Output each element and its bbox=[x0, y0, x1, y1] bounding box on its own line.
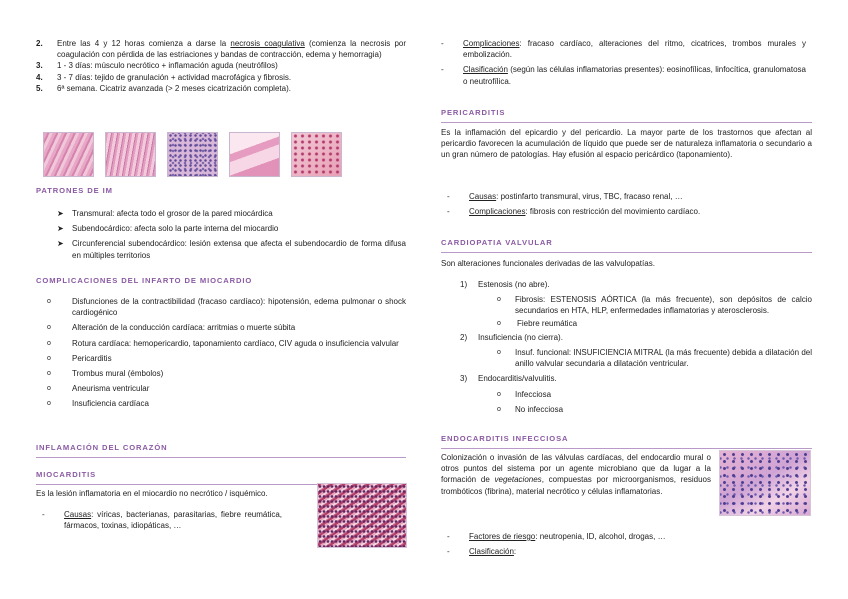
miocarditis-list bbox=[36, 509, 282, 531]
valvular-subitem bbox=[441, 389, 812, 400]
list-item-text: Endocarditis/valvulitis. bbox=[478, 374, 557, 384]
dash-bullet-icon: - bbox=[447, 532, 450, 541]
item-number: 1) bbox=[460, 280, 468, 289]
list-item-text: : bbox=[513, 547, 517, 557]
circle-bullet-icon: o bbox=[47, 354, 51, 362]
valvular-subitem bbox=[441, 347, 812, 369]
item-number: 3. bbox=[36, 61, 43, 71]
histology-image bbox=[43, 132, 94, 177]
list-item bbox=[36, 322, 406, 333]
list-item-text: Insuficiencia (no cierra). bbox=[478, 332, 563, 342]
underlined-term: Complicaciones bbox=[463, 39, 520, 48]
dash-bullet-icon: - bbox=[447, 192, 450, 201]
endocarditis-list bbox=[441, 531, 812, 557]
miocarditis-continued-list bbox=[435, 38, 806, 87]
list-item bbox=[36, 398, 406, 409]
item-number: 4. bbox=[36, 72, 43, 82]
item-text: 3 - 7 días: tejido de granulación + actividad macrofágica y fibrosis. bbox=[57, 72, 292, 82]
list-item-text: Trombus mural (émbolos) bbox=[72, 369, 164, 379]
list-item-text: Pericarditis bbox=[72, 353, 112, 363]
paragraph-text: , compuestas por microorganismos, residuos trombóticos (fibrina), material necrótico y células inflamatorias. bbox=[441, 475, 711, 496]
item-text: 1 - 3 días: músculo necrótico + inflamación aguda (neutrófilos) bbox=[57, 61, 278, 71]
item-number: 5. bbox=[36, 83, 43, 93]
valvular-list bbox=[441, 279, 812, 415]
circle-bullet-icon: o bbox=[47, 400, 51, 408]
circle-bullet-icon: o bbox=[47, 370, 51, 378]
arrowhead-icon: ➤ bbox=[57, 239, 64, 249]
section-heading-inflamacion: INFLAMACIÓN DEL CORAZÓN bbox=[36, 442, 406, 458]
underlined-term: Factores de riesgo bbox=[469, 532, 536, 541]
valvular-item bbox=[441, 373, 812, 384]
dash-bullet-icon: - bbox=[447, 207, 450, 217]
list-item-text: : víricas, bacterianas, parasitarias, fiebre reumática, fármacos, toxinas, idiopáticas, … bbox=[64, 510, 282, 531]
histology-strip bbox=[43, 132, 413, 180]
list-item-text: No infecciosa bbox=[515, 404, 564, 414]
list-item-text: Aneurisma ventricular bbox=[72, 384, 150, 394]
item-number: 3) bbox=[460, 374, 468, 384]
timeline-item bbox=[36, 38, 406, 60]
list-item bbox=[36, 338, 406, 349]
section-heading-valvular: CARDIOPATIA VALVULAR bbox=[441, 237, 812, 253]
list-item bbox=[36, 296, 406, 318]
underlined-term: Complicaciones bbox=[469, 207, 526, 217]
section-heading-endocarditis: ENDOCARDITIS INFECCIOSA bbox=[441, 433, 812, 449]
circle-bullet-icon: o bbox=[497, 390, 501, 398]
valvular-subitem bbox=[441, 404, 812, 415]
list-item-text: Disfunciones de la contractibilidad (fracaso cardíaco): hipotensión, edema pulmonar o shock cardiogénico bbox=[72, 297, 406, 318]
list-item-text: Transmural: afecta todo el grosor de la pared miocárdica bbox=[72, 209, 273, 218]
list-item-text: Alteración de la conducción cardíaca: arritmias o muerte súbita bbox=[72, 323, 296, 333]
item-number: 2) bbox=[460, 332, 468, 342]
list-item bbox=[441, 531, 812, 542]
item-text: (comienza la necrosis por coagulación con pérdida de las estriaciones y bandas de contracción, edema y hemorragia) bbox=[57, 39, 407, 60]
valvular-item bbox=[441, 279, 812, 290]
list-item-text: Infecciosa bbox=[515, 389, 552, 399]
list-item-text: Subendocárdico: afecta solo la parte interna del miocardio bbox=[72, 224, 279, 234]
underlined-term: Causas bbox=[469, 192, 497, 201]
list-item-text: Insuf. funcional: INSUFICIENCIA MITRAL (la más frecuente) debida a dilatación del anillo valvular secundaria a dilatación ventricular. bbox=[515, 348, 812, 369]
underlined-term: Causas bbox=[64, 510, 92, 519]
list-item-text: Rotura cardíaca: hemopericardio, taponamiento cardíaco, CIV aguda o insuficiencia valvular bbox=[72, 338, 399, 348]
timeline-list bbox=[36, 38, 406, 94]
section-heading-patrones: PATRONES DE IM bbox=[36, 186, 113, 195]
pericarditis-list bbox=[441, 191, 812, 217]
list-item-text: Circunferencial subendocárdico: lesión extensa que afecta el subendocardio de forma difusa en múltiples territorios bbox=[72, 239, 406, 260]
circle-bullet-icon: o bbox=[497, 319, 501, 327]
paragraph-text: Colonización o invasión de las válvulas cardíacas, del endocardio mural o otros puntos del sistema por un agente microbiano que da lugar a la formación de bbox=[441, 453, 711, 485]
item-text: 6ª semana. Cicatriz avanzada (> 2 meses cicatrización completa). bbox=[57, 83, 291, 93]
list-item bbox=[36, 223, 406, 234]
section-heading-miocarditis: MIOCARDITIS bbox=[36, 469, 406, 485]
valvular-text: Son alteraciones funcionales derivadas de las valvulopatías. bbox=[441, 259, 655, 268]
histology-image bbox=[167, 132, 218, 177]
list-item bbox=[36, 353, 406, 364]
timeline-item bbox=[36, 60, 406, 71]
list-item-text: : postinfarto transmural, virus, TBC, fracaso renal, … bbox=[496, 192, 683, 201]
list-item-text: : fibrosis con restricción del movimiento cardíaco. bbox=[525, 207, 701, 217]
miocarditis-histology-image bbox=[317, 483, 407, 548]
emphasized-term: vegetaciones bbox=[494, 475, 542, 485]
circle-bullet-icon: o bbox=[497, 296, 501, 304]
list-item bbox=[36, 208, 406, 219]
list-item bbox=[36, 238, 406, 260]
valvular-subitem bbox=[441, 318, 812, 329]
circle-bullet-icon: o bbox=[47, 339, 51, 347]
timeline-item bbox=[36, 72, 406, 83]
list-item bbox=[441, 546, 812, 557]
circle-bullet-icon: o bbox=[47, 324, 51, 332]
miocarditis-text: Es la lesión inflamatoria en el miocardio no necrótico / isquémico. bbox=[36, 489, 268, 498]
circle-bullet-icon: o bbox=[497, 349, 501, 357]
arrowhead-icon: ➤ bbox=[57, 209, 64, 218]
timeline-item bbox=[36, 83, 406, 94]
list-item-text: : fracaso cardíaco, alteraciones del ritmo, cicatrices, trombos murales y embolización. bbox=[463, 39, 806, 60]
patrones-list bbox=[36, 208, 406, 261]
pericarditis-text: Es la inflamación del epicardio y del pericardio. La mayor parte de los trastornos que afectan al pericardio favorecen la acumulación de líquido que puede ser de naturaleza inflamatoria o secundario a un gran número de patologías. Hay efusión al espacio pericárdico (taponamiento). bbox=[441, 128, 812, 160]
underlined-term: Clasificación bbox=[463, 65, 508, 75]
list-item-text: Fiebre reumática bbox=[517, 318, 578, 328]
valvular-item bbox=[441, 332, 812, 343]
section-heading-pericarditis: PERICARDITIS bbox=[441, 107, 812, 123]
section-heading-complicaciones: COMPLICACIONES DEL INFARTO DE MIOCARDIO bbox=[36, 276, 253, 285]
list-item-text: : neutropenia, ID, alcohol, drogas, … bbox=[535, 532, 666, 541]
circle-bullet-icon: o bbox=[47, 385, 51, 393]
histology-image bbox=[291, 132, 342, 177]
circle-bullet-icon: o bbox=[47, 298, 51, 305]
underlined-term: Clasificación bbox=[469, 547, 514, 557]
arrowhead-icon: ➤ bbox=[57, 224, 64, 234]
dash-bullet-icon: - bbox=[441, 65, 444, 75]
list-item-text: (según las células inflamatorias presentes): eosinofílicas, linfocítica, granulomatosa o neutrofílica. bbox=[463, 65, 806, 86]
list-item bbox=[435, 38, 806, 60]
item-text: Entre las 4 y 12 horas comienza a darse la bbox=[57, 39, 231, 48]
list-item-text: Fibrosis: ESTENOSIS AÓRTICA (la más frecuente), son depósitos de calcio secundarios en HTA, HLP, enfermedades inflamatorias y aterosclerosis. bbox=[515, 295, 812, 316]
list-item bbox=[441, 191, 812, 202]
list-item-text: Insuficiencia cardíaca bbox=[72, 399, 149, 409]
complicaciones-list bbox=[36, 296, 406, 410]
item-number: 2. bbox=[36, 39, 43, 48]
endocarditis-text bbox=[441, 452, 711, 497]
dash-bullet-icon: - bbox=[447, 547, 450, 557]
valvular-subitem bbox=[441, 294, 812, 316]
endocarditis-histology-image bbox=[719, 450, 811, 516]
underlined-term: necrosis coagulativa bbox=[230, 39, 305, 48]
histology-image bbox=[229, 132, 280, 177]
dash-bullet-icon: - bbox=[42, 510, 45, 519]
dash-bullet-icon: - bbox=[441, 39, 444, 48]
list-item bbox=[441, 206, 812, 217]
list-item bbox=[36, 383, 406, 394]
histology-image bbox=[105, 132, 156, 177]
list-item bbox=[36, 509, 282, 531]
list-item bbox=[36, 368, 406, 379]
list-item bbox=[435, 64, 806, 86]
circle-bullet-icon: o bbox=[497, 405, 501, 413]
list-item-text: Estenosis (no abre). bbox=[478, 280, 550, 289]
